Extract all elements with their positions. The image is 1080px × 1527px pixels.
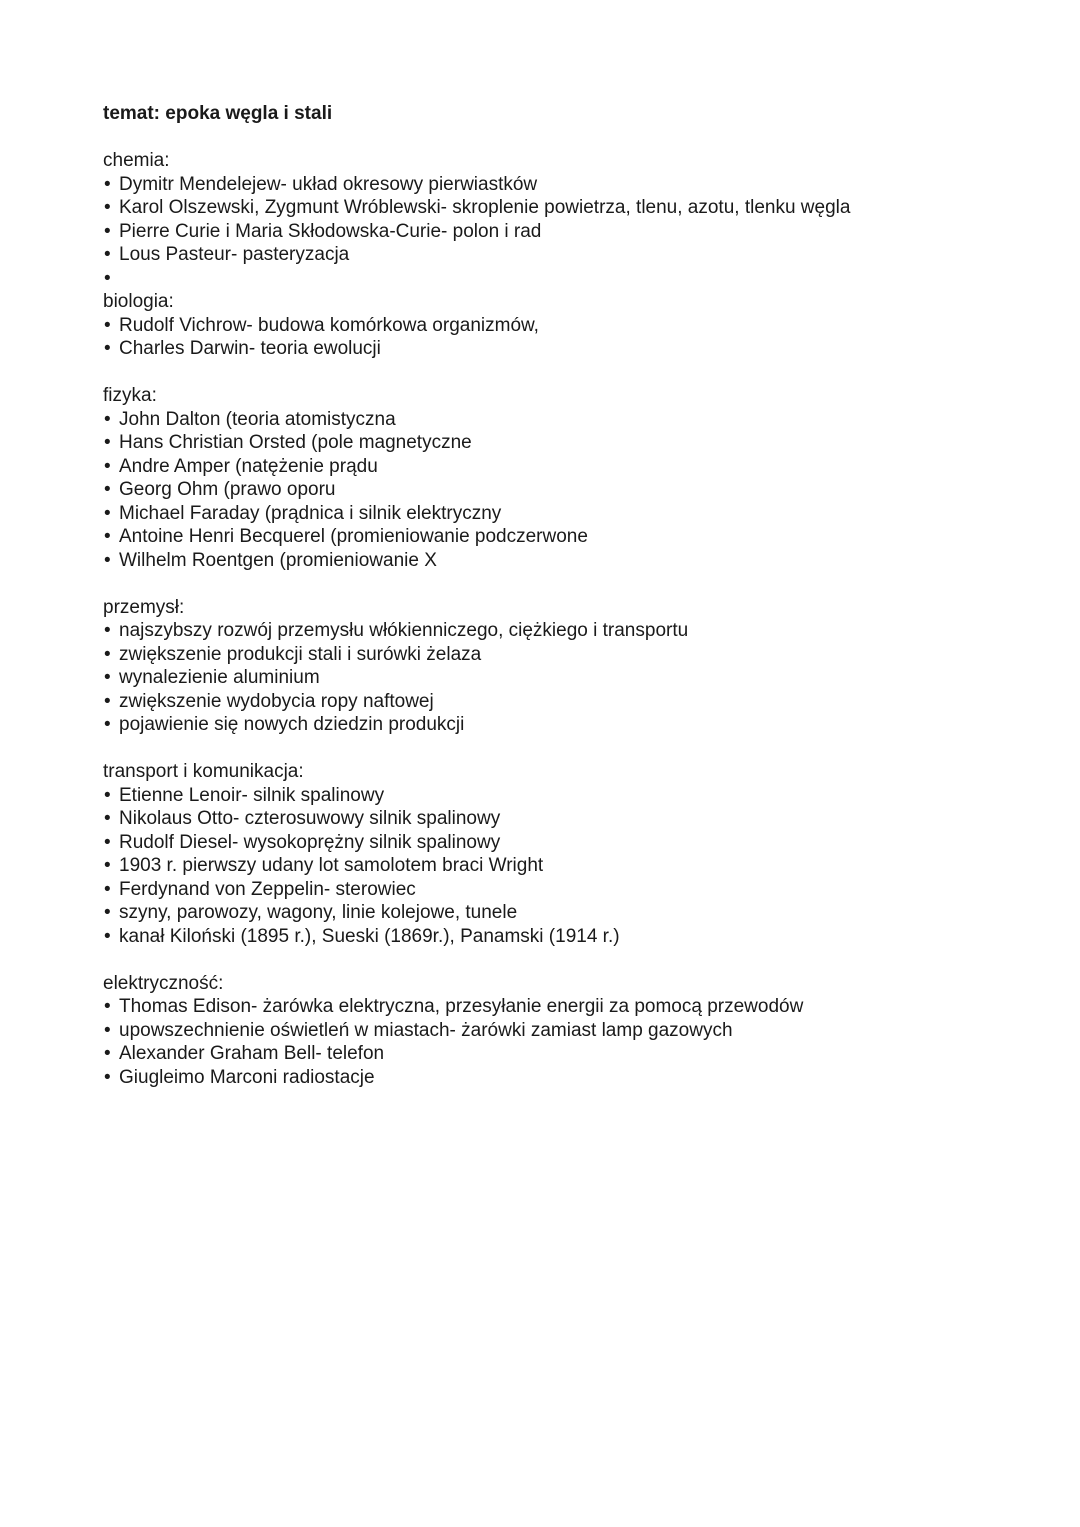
bullet-icon: • bbox=[104, 808, 111, 829]
bullet-icon: • bbox=[104, 244, 111, 265]
list-item bbox=[103, 854, 1043, 878]
list-item bbox=[103, 243, 1043, 267]
bullet-icon: • bbox=[104, 925, 111, 947]
list-item-text: 1903 r. pierwszy udany lot samolotem braci Wright bbox=[119, 855, 544, 876]
list-item-text: Karol Olszewski, Zygmunt Wróblewski- skroplenie powietrza, tlenu, azotu, tlenku węgla bbox=[119, 197, 851, 218]
bullet-icon: • bbox=[104, 1019, 111, 1041]
list-item-text: Etienne Lenoir- silnik spalinowy bbox=[119, 784, 385, 806]
section-heading: przemysł: bbox=[103, 596, 185, 618]
list-item bbox=[103, 807, 1043, 831]
bullet-icon: • bbox=[104, 1066, 111, 1088]
bullet-icon: • bbox=[104, 902, 111, 923]
bullet-icon: • bbox=[104, 197, 111, 218]
list-item bbox=[103, 995, 1043, 1019]
list-item bbox=[103, 925, 1043, 949]
list-item bbox=[103, 878, 1043, 902]
list-item-text: Alexander Graham Bell- telefon bbox=[119, 1043, 385, 1064]
list-item-text: zwiększenie produkcji stali i surówki żelaza bbox=[119, 643, 482, 665]
section-heading: fizyka: bbox=[103, 385, 157, 406]
list-item-text: Charles Darwin- teoria ewolucji bbox=[119, 338, 381, 359]
list-item bbox=[103, 408, 1043, 432]
bullet-icon: • bbox=[104, 620, 111, 641]
list-item bbox=[103, 220, 1043, 244]
list-item-text: upowszechnienie oświetleń w miastach- żarówki zamiast lamp gazowych bbox=[119, 1019, 733, 1041]
list-item bbox=[103, 337, 1043, 361]
bullet-icon: • bbox=[104, 714, 111, 735]
section-chemia bbox=[103, 149, 1043, 290]
bullet-icon: • bbox=[104, 338, 111, 359]
list-item bbox=[103, 1019, 1043, 1043]
list-item-text: wynalezienie aluminium bbox=[119, 667, 320, 688]
list-item bbox=[103, 549, 1043, 573]
section-biologia bbox=[103, 290, 1043, 361]
section-heading: biologia: bbox=[103, 291, 174, 312]
list-item bbox=[103, 478, 1043, 502]
bullet-icon: • bbox=[104, 878, 111, 900]
list-item bbox=[103, 525, 1043, 549]
list-item-text: Rudolf Vichrow- budowa komórkowa organizmów, bbox=[119, 314, 539, 336]
bullet-icon: • bbox=[104, 667, 111, 688]
list-item bbox=[103, 502, 1043, 526]
list-item bbox=[103, 643, 1043, 667]
section-heading: elektryczność: bbox=[103, 972, 224, 994]
list-item-text: Ferdynand von Zeppelin- sterowiec bbox=[119, 878, 416, 900]
list-item-text: John Dalton (teoria atomistyczna bbox=[119, 408, 396, 430]
list-item-text: Wilhelm Roentgen (promieniowanie X bbox=[119, 549, 437, 571]
list-item bbox=[103, 831, 1043, 855]
list-item bbox=[103, 1042, 1043, 1066]
list-item bbox=[103, 1066, 1043, 1090]
list-item-text: Andre Amper (natężenie prądu bbox=[119, 455, 378, 477]
list-item bbox=[103, 619, 1043, 643]
list-item-text: pojawienie się nowych dziedzin produkcji bbox=[119, 714, 465, 735]
list-item bbox=[103, 267, 1043, 291]
document-title: temat: epoka węgla i stali bbox=[103, 103, 333, 124]
section-fizyka bbox=[103, 384, 1043, 572]
list-item bbox=[103, 666, 1043, 690]
bullet-icon: • bbox=[104, 1043, 111, 1064]
bullet-list bbox=[103, 408, 1043, 573]
bullet-icon: • bbox=[104, 173, 111, 195]
bullet-icon: • bbox=[104, 784, 111, 806]
section-spacer bbox=[103, 737, 1043, 761]
section-spacer bbox=[103, 572, 1043, 596]
bullet-icon: • bbox=[104, 855, 111, 876]
list-item-text: zwiększenie wydobycia ropy naftowej bbox=[119, 690, 434, 712]
document-page bbox=[103, 102, 1043, 1089]
bullet-list bbox=[103, 173, 1043, 291]
list-item-text: Hans Christian Orsted (pole magnetyczne bbox=[119, 432, 472, 453]
list-item-text: Rudolf Diesel- wysokoprężny silnik spalinowy bbox=[119, 831, 501, 853]
bullet-icon: • bbox=[104, 643, 111, 665]
section-elektrycznosc bbox=[103, 972, 1043, 1090]
bullet-icon: • bbox=[104, 408, 111, 430]
list-item-text: Michael Faraday (prądnica i silnik elektryczny bbox=[119, 502, 502, 524]
list-item-text: najszybszy rozwój przemysłu włókienniczego, ciężkiego i transportu bbox=[119, 620, 689, 641]
list-item-text: Lous Pasteur- pasteryzacja bbox=[119, 244, 350, 265]
list-item bbox=[103, 690, 1043, 714]
list-item bbox=[103, 713, 1043, 737]
list-item bbox=[103, 784, 1043, 808]
bullet-icon: • bbox=[104, 502, 111, 524]
list-item-text: Georg Ohm (prawo oporu bbox=[119, 479, 336, 500]
section-spacer bbox=[103, 361, 1043, 385]
bullet-icon: • bbox=[104, 314, 111, 336]
list-item bbox=[103, 431, 1043, 455]
list-item-text: kanał Kiloński (1895 r.), Sueski (1869r.), Panamski (1914 r.) bbox=[119, 925, 620, 947]
list-item bbox=[103, 173, 1043, 197]
bullet-icon: • bbox=[104, 432, 111, 453]
list-item bbox=[103, 455, 1043, 479]
section-transport bbox=[103, 760, 1043, 948]
bullet-icon: • bbox=[104, 831, 111, 853]
bullet-list bbox=[103, 314, 1043, 361]
bullet-list bbox=[103, 995, 1043, 1089]
list-item-text: Dymitr Mendelejew- układ okresowy pierwiastków bbox=[119, 173, 538, 195]
list-item-text: Nikolaus Otto- czterosuwowy silnik spalinowy bbox=[119, 808, 501, 829]
list-item bbox=[103, 314, 1043, 338]
section-heading: chemia: bbox=[103, 150, 170, 171]
list-item bbox=[103, 901, 1043, 925]
bullet-icon: • bbox=[104, 526, 111, 547]
list-item-text: szyny, parowozy, wagony, linie kolejowe, tunele bbox=[119, 902, 518, 923]
list-item bbox=[103, 196, 1043, 220]
list-item-text: Giugleimo Marconi radiostacje bbox=[119, 1066, 375, 1088]
section-spacer bbox=[103, 948, 1043, 972]
section-przemysl bbox=[103, 596, 1043, 737]
section-heading: transport i komunikacja: bbox=[103, 761, 304, 782]
bullet-icon: • bbox=[104, 479, 111, 500]
bullet-icon: • bbox=[104, 549, 111, 571]
list-item-text: Antoine Henri Becquerel (promieniowanie podczerwone bbox=[119, 526, 588, 547]
bullet-list bbox=[103, 619, 1043, 737]
bullet-icon: • bbox=[104, 220, 111, 242]
bullet-icon: • bbox=[104, 267, 111, 289]
bullet-icon: • bbox=[104, 690, 111, 712]
bullet-icon: • bbox=[104, 455, 111, 477]
bullet-icon: • bbox=[104, 996, 111, 1017]
list-item-text: Pierre Curie i Maria Skłodowska-Curie- polon i rad bbox=[119, 220, 542, 242]
list-item-text: Thomas Edison- żarówka elektryczna, przesyłanie energii za pomocą przewodów bbox=[119, 996, 804, 1017]
bullet-list bbox=[103, 784, 1043, 949]
